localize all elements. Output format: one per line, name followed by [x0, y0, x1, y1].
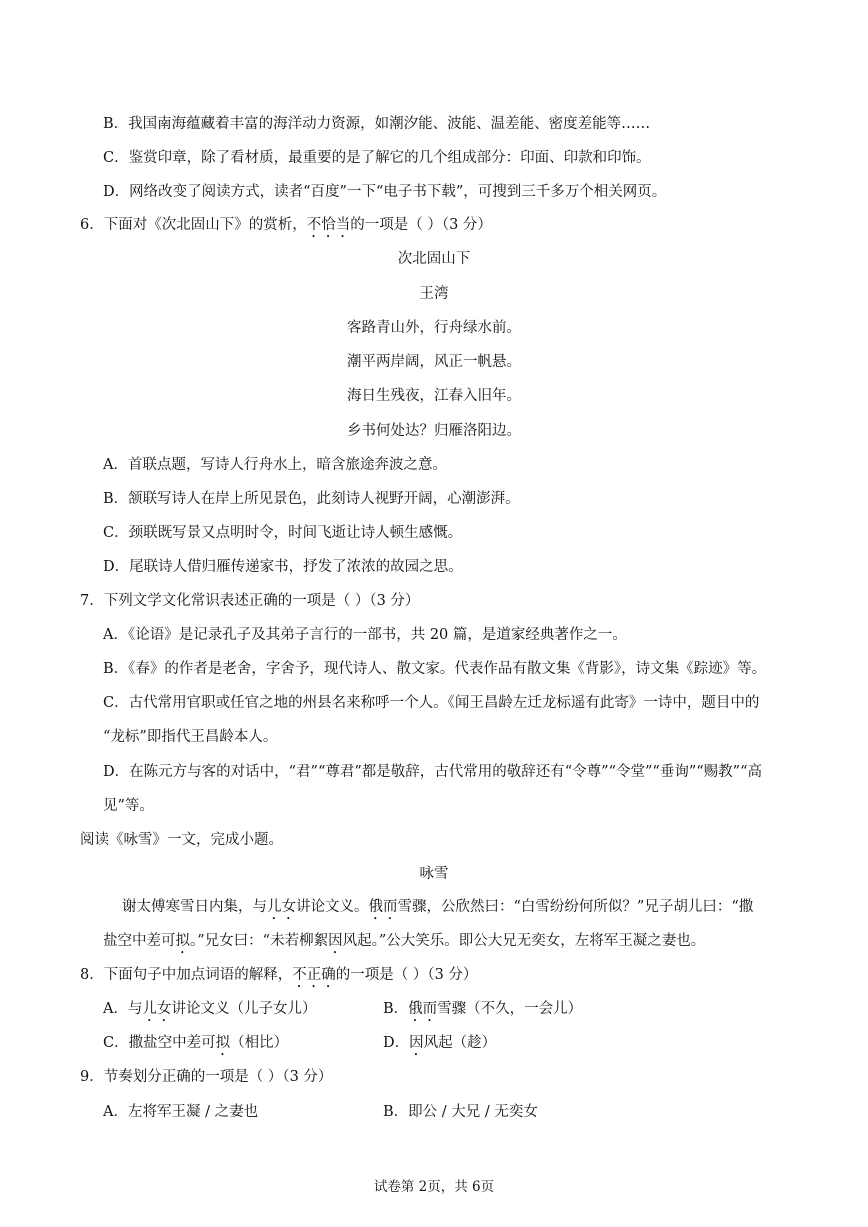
q7-option-d-cont: 见”等。: [103, 798, 154, 814]
q8-option-b: B．俄而雪骤（不久，一会儿）: [383, 1001, 583, 1017]
emphasis-text: 拟: [175, 933, 190, 949]
poem-title: 次北固山下: [397, 251, 471, 267]
q6-stem: 6．下面对《次北固山下》的赏析，不恰当的一项是（ ）（3 分）: [80, 217, 492, 233]
q7-option-a: A．《论语》是记录孔子及其弟子言行的一部书，共 20 篇，是道家经典著作之一。: [103, 627, 627, 643]
q8-option-c: C．撒盐空中差可拟（相比）: [103, 1035, 289, 1051]
q8-stem: 8．下面句子中加点词语的解释，不正确的一项是（ ）（3 分）: [80, 967, 478, 983]
emphasis-text: 不恰当: [306, 217, 351, 233]
emphasis-text: 不正确: [292, 967, 336, 983]
q5-option-b: B．我国南海蕴藏着丰富的海洋动力资源，如潮汐能、波能、温差能、密度差能等……: [103, 116, 651, 132]
poem-line: 海日生残夜，江春入旧年。: [347, 388, 521, 404]
q7-stem: 7．下列文学文化常识表述正确的一项是（ ）（3 分）: [80, 593, 420, 609]
emphasis-text: 因: [328, 933, 343, 949]
q6-option-a: A．首联点题，写诗人行舟水上，暗含旅途奔波之意。: [103, 457, 447, 473]
poem-line: 潮平两岸阔，风正一帆悬。: [347, 354, 521, 370]
q7-option-b: B．《春》的作者是老舍，字舍予，现代诗人、散文家。代表作品有散文集《背影》，诗文集《踪迹》等。: [103, 661, 767, 677]
q9-stem: 9．节奏划分正确的一项是（ ）（3 分）: [80, 1069, 333, 1085]
q7-option-c-cont: “龙标”即指代王昌龄本人。: [103, 729, 278, 745]
passage-line-1: 谢太傅寒雪日内集，与儿女讲论文义。俄而雪骤，公欣然曰：“白雪纷纷何所似？”兄子胡儿曰：“撒: [122, 899, 754, 915]
emphasis-text: 儿女: [142, 1001, 172, 1017]
emphasis-text: 儿女: [267, 899, 296, 915]
emphasis-text: 因: [409, 1035, 424, 1051]
q8-option-d: D．因风起（趁）: [383, 1035, 497, 1051]
emphasis-text: 俄而: [408, 1001, 438, 1017]
poem-line: 客路青山外，行舟绿水前。: [347, 320, 521, 336]
q7-option-c: C．古代常用官职或任官之地的州县名来称呼一个人。《闻王昌龄左迁龙标遥有此寄》一诗中，题目中的: [103, 695, 760, 711]
q5-option-c: C．鉴赏印章，除了看材质，最重要的是了解它的几个组成部分：印面、印款和印饰。: [103, 150, 651, 166]
poem-line: 乡书何处达？归雁洛阳边。: [347, 423, 521, 439]
q9-option-b: B．即公 / 大兄 / 无奕女: [383, 1104, 538, 1120]
poem-author: 王湾: [419, 286, 449, 302]
q9-option-a: A．左将军王凝 / 之妻也: [103, 1104, 259, 1120]
q6-option-c: C．颈联既写景又点明时令，时间飞逝让诗人顿生感慨。: [103, 525, 463, 541]
q6-option-d: D．尾联诗人借归雁传递家书，抒发了浓浓的故园之思。: [103, 559, 463, 575]
q8-option-a: A．与儿女讲论文义（儿子女儿）: [103, 1001, 317, 1017]
q6-option-b: B．颔联写诗人在岸上所见景色，此刻诗人视野开阔，心潮澎湃。: [103, 491, 520, 507]
emphasis-text: 俄而: [368, 899, 398, 915]
reading-intro: 阅读《咏雪》一文，完成小题。: [80, 832, 283, 848]
q5-option-d: D．网络改变了阅读方式，读者“百度”一下“电子书下载”，可搜到三千多万个相关网页。: [103, 184, 667, 200]
emphasis-text: 拟: [215, 1035, 231, 1051]
q7-option-d: D．在陈元方与客的对话中，“君”“尊君”都是敬辞，古代常用的敬辞还有“令尊”“令堂”“垂询”“赐教”“高: [103, 764, 762, 780]
passage-title: 咏雪: [419, 866, 449, 882]
passage-line-2: 盐空中差可拟。”兄女曰：“未若柳絮因风起。”公大笑乐。即公大兄无奕女，左将军王凝之妻也。: [103, 933, 706, 949]
page-footer: 试卷第 2页，共 6页: [373, 1179, 495, 1195]
